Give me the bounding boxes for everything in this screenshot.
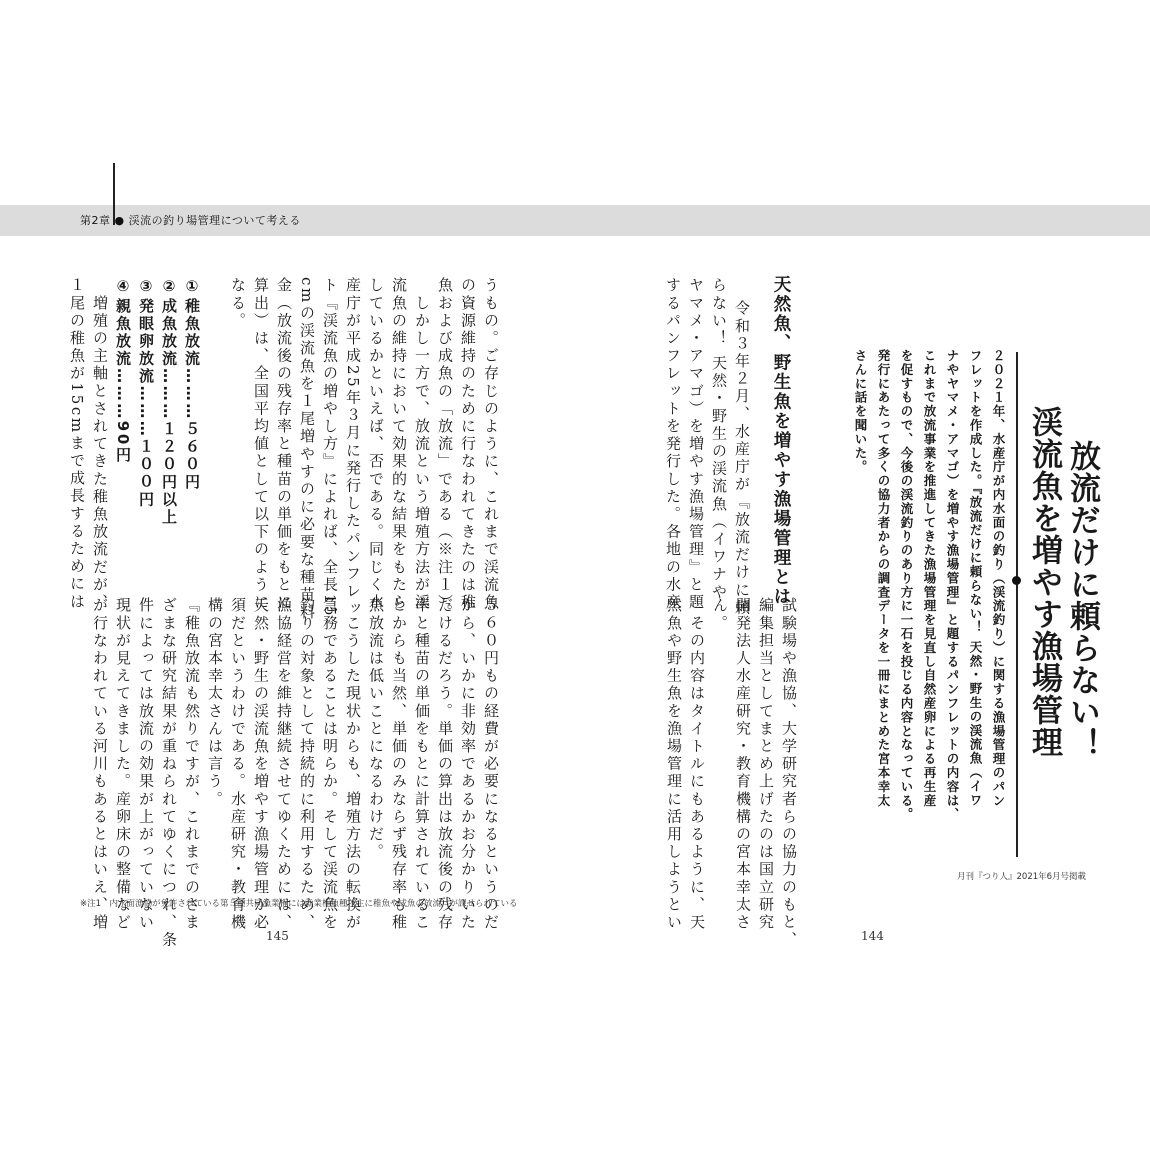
body-line: とからも当然、単価のみならず残存率も稚 (390, 597, 408, 932)
body-line: こうした現状からも、増殖方法の転換が (344, 597, 362, 932)
body-line: 現状が見えてきました。産卵床の整備など (114, 597, 132, 932)
stocking-cost-item: ③発眼卵放流………１００円 (137, 277, 155, 509)
body-line: 釣りの対象として持続的に利用するため、 (298, 597, 316, 932)
body-line: しているかといえば、否である。同じく水 (367, 277, 385, 612)
body-line: 件によっては放流の効果が上がっていない (137, 597, 155, 932)
body-line: １尾の稚魚が15cmまで成長するためには (68, 277, 86, 611)
body-line: ヤマメ・アマゴ）を増やす漁場管理』と題 (687, 277, 705, 612)
body-line: 然魚や野生魚を漁場管理に活用しようとい (665, 597, 683, 932)
lead-line: これまで放流事業を推進してきた漁場管理を見直し自然産卵による再生産 (922, 349, 937, 808)
stocking-cost-item: ④親魚放流………90円 (114, 277, 132, 465)
title-divider (1016, 352, 1018, 857)
body-line: だけるだろう。単価の算出は放流後の残存 (436, 597, 454, 932)
body-line: 『稚魚放流も然りですが、これまでのさま (183, 597, 201, 932)
body-line: 天然・野生の渓流魚を増やす漁場管理が必 (252, 597, 270, 932)
body-line: 率と種苗の単価をもとに計算されているこ (413, 597, 431, 932)
body-line: ざまな研究結果が重ねられてゆくにつれ、条 (160, 597, 178, 949)
article-title-line1: 放流だけに頼らない！ (1064, 440, 1100, 760)
body-line: 試験場や漁協、大学研究者らの協力のもと、 (780, 597, 798, 949)
body-line: 魚放流は低いことになるわけだ。 (367, 597, 385, 861)
page-number-right: 144 (861, 929, 884, 943)
lead-line: フレットを作成した。『放流だけに頼らない！ 天然・野生の渓流魚（イワ (968, 349, 983, 808)
body-line: 金（放流後の残存率と種苗の単価をもとに (275, 277, 293, 612)
lead-line: を促すもので、今後の渓流釣りのあり方に一石を投じる内容となっている。 (899, 349, 914, 822)
footnote: ※注1 内水面漁協が免許されている第５種共同漁業権には漁業権魚種（主に稚魚や成魚の放流）が課せられている (80, 899, 518, 909)
body-line: 令和３年２月、水産庁が『放流だけに頼 (733, 300, 751, 617)
body-line: 産庁が平成25年３月に発行したパンフレッ (344, 277, 362, 619)
body-line: の資源維持のために行なわれてきたのは稚 (459, 277, 477, 612)
body-line: 開発法人水産研究・教育機構の宮本幸太さ (734, 597, 752, 932)
lead-line: ２０２１年、水産庁が内水面の釣り（渓流釣り）に関する漁場管理のパン (991, 349, 1006, 808)
body-line: その内容はタイトルにもあるように、天 (688, 597, 706, 932)
article-title-line2: 渓流魚を増やす漁場管理 (1026, 406, 1062, 758)
body-line: うもの。ご存じのように、これまで渓流魚 (482, 277, 500, 612)
chapter-title: 第2章 ● 渓流の釣り場管理について考える (80, 214, 301, 227)
lead-line: 発行にあたって多くの協力者からの調査データを一冊にまとめた宮本幸太 (876, 349, 891, 808)
body-line: から、いかに非効率であるかお分かりいた (459, 597, 477, 932)
body-line: らない！ 天然・野生の渓流魚（イワナや (710, 277, 728, 602)
body-line: なる。 (229, 277, 247, 330)
title-bullet-dot (1012, 576, 1021, 585)
body-line: するパンフレットを発行した。各地の水産 (664, 277, 682, 612)
source-note: 月刊『つり人』2021年6月号掲載 (957, 872, 1087, 882)
body-line: 魚および成魚の「放流」である（※注１）。 (436, 277, 454, 622)
body-line: が行なわれている河川もあるとはいえ、増 (91, 597, 109, 932)
lead-line: ナやヤマメ・アマゴ）を増やす漁場管理』と題するパンフレットの内容は、 (945, 349, 960, 822)
body-line: cmの渓流魚を１尾増やすのに必要な種苗料 (298, 277, 316, 622)
section-heading: 天然魚、野生魚を増やす漁場管理とは (771, 275, 791, 607)
body-line: 須だというわけである。水産研究・教育機 (229, 597, 247, 932)
stocking-cost-item: ②成魚放流………１２０円以上 (160, 277, 178, 527)
lead-line: さんに話を聞いた。 (853, 349, 868, 475)
page-number-left: 145 (266, 929, 289, 943)
body-line: ト『渓流魚の増やし方』によれば、全長15 (321, 277, 339, 619)
stocking-cost-item: ①稚魚放流………５６０円 (183, 277, 201, 492)
body-line: しかし一方で、放流という増殖方法が渓 (413, 277, 431, 612)
body-line: 増殖の主軸とされてきた稚魚放流だが、 (91, 277, 109, 612)
body-line: ５６０円もの経費が必要になるというのだ (482, 597, 500, 932)
body-line: ん。 (711, 597, 729, 633)
body-line: 編集担当としてまとめ上げたのは国立研究 (757, 597, 775, 932)
body-line: 急務であることは明らか。そして渓流魚を (321, 597, 339, 932)
body-line: 流魚の維持において効果的な結果をもたら (390, 277, 408, 612)
body-line: 構の宮本幸太さんは言う。 (206, 597, 224, 809)
body-line: 算出）は、全国平均値として以下のように (252, 277, 270, 612)
body-line: 漁協経営を維持継続させてゆくためには、 (275, 597, 293, 932)
